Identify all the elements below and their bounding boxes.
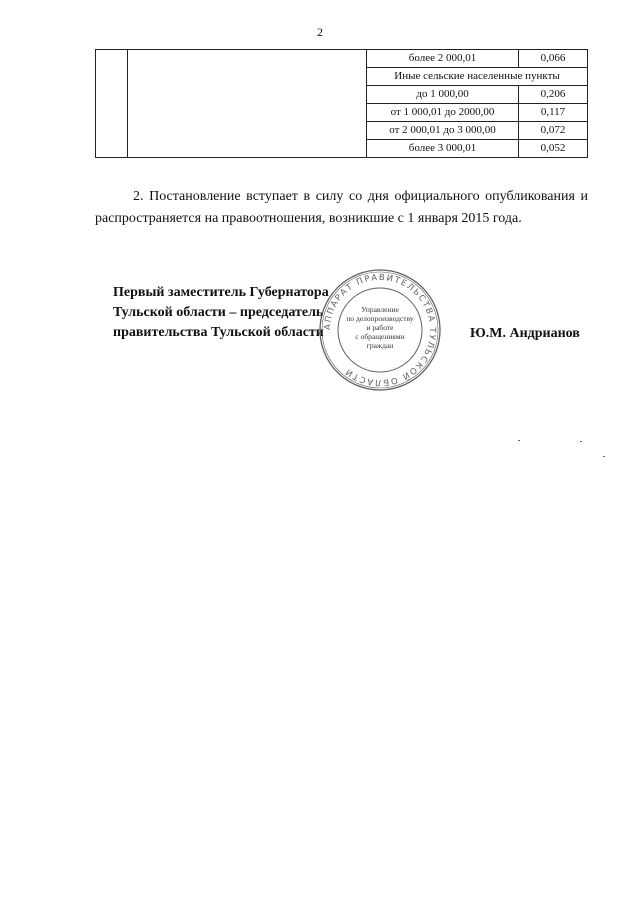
- scan-speck: [580, 441, 582, 442]
- scan-speck: [518, 440, 520, 441]
- section-header-cell: Иные сельские населенные пункты: [367, 68, 588, 86]
- rate-cell: 0,206: [519, 86, 588, 104]
- rates-table: [95, 49, 588, 158]
- range-cell: от 1 000,01 до 2000,00: [367, 104, 519, 122]
- stamp-center-text: [335, 305, 425, 350]
- table-row: [96, 50, 588, 68]
- table-cell-empty: [96, 50, 128, 158]
- table-cell-empty: [128, 50, 367, 158]
- effective-date-paragraph: 2. Постановление вступает в силу со дня официального опубликования и распространяется на правоотношения, возникшие с 1 января 2015 года.: [95, 189, 588, 226]
- stamp-line: по делопроизводству: [346, 314, 414, 323]
- stamp-ring-text: АППАРАТ ПРАВИТЕЛЬСТВА ТУЛЬСКОЙ ОБЛАСТИ: [322, 272, 438, 388]
- rate-cell: 0,117: [519, 104, 588, 122]
- signatory-title-line: Тульской области – председатель: [113, 305, 324, 320]
- stamp-line: граждан: [366, 341, 394, 350]
- signatory-name: Ю.М. Андрианов: [470, 326, 580, 341]
- rate-cell: 0,052: [519, 140, 588, 158]
- stamp-line: Управление: [361, 305, 399, 314]
- rate-cell: 0,066: [519, 50, 588, 68]
- range-cell: более 2 000,01: [367, 50, 519, 68]
- stamp-line: и работе: [366, 323, 394, 332]
- rate-cell: 0,072: [519, 122, 588, 140]
- range-cell: до 1 000,00: [367, 86, 519, 104]
- page-number: 2: [317, 25, 323, 39]
- signatory-title-line: правительства Тульской области: [113, 325, 324, 340]
- signatory-title: [113, 283, 329, 343]
- range-cell: более 3 000,01: [367, 140, 519, 158]
- range-cell: от 2 000,01 до 3 000,00: [367, 122, 519, 140]
- scan-speck: [603, 456, 605, 457]
- signatory-title-line: Первый заместитель Губернатора: [113, 285, 329, 300]
- stamp-line: с обращениями: [355, 332, 405, 341]
